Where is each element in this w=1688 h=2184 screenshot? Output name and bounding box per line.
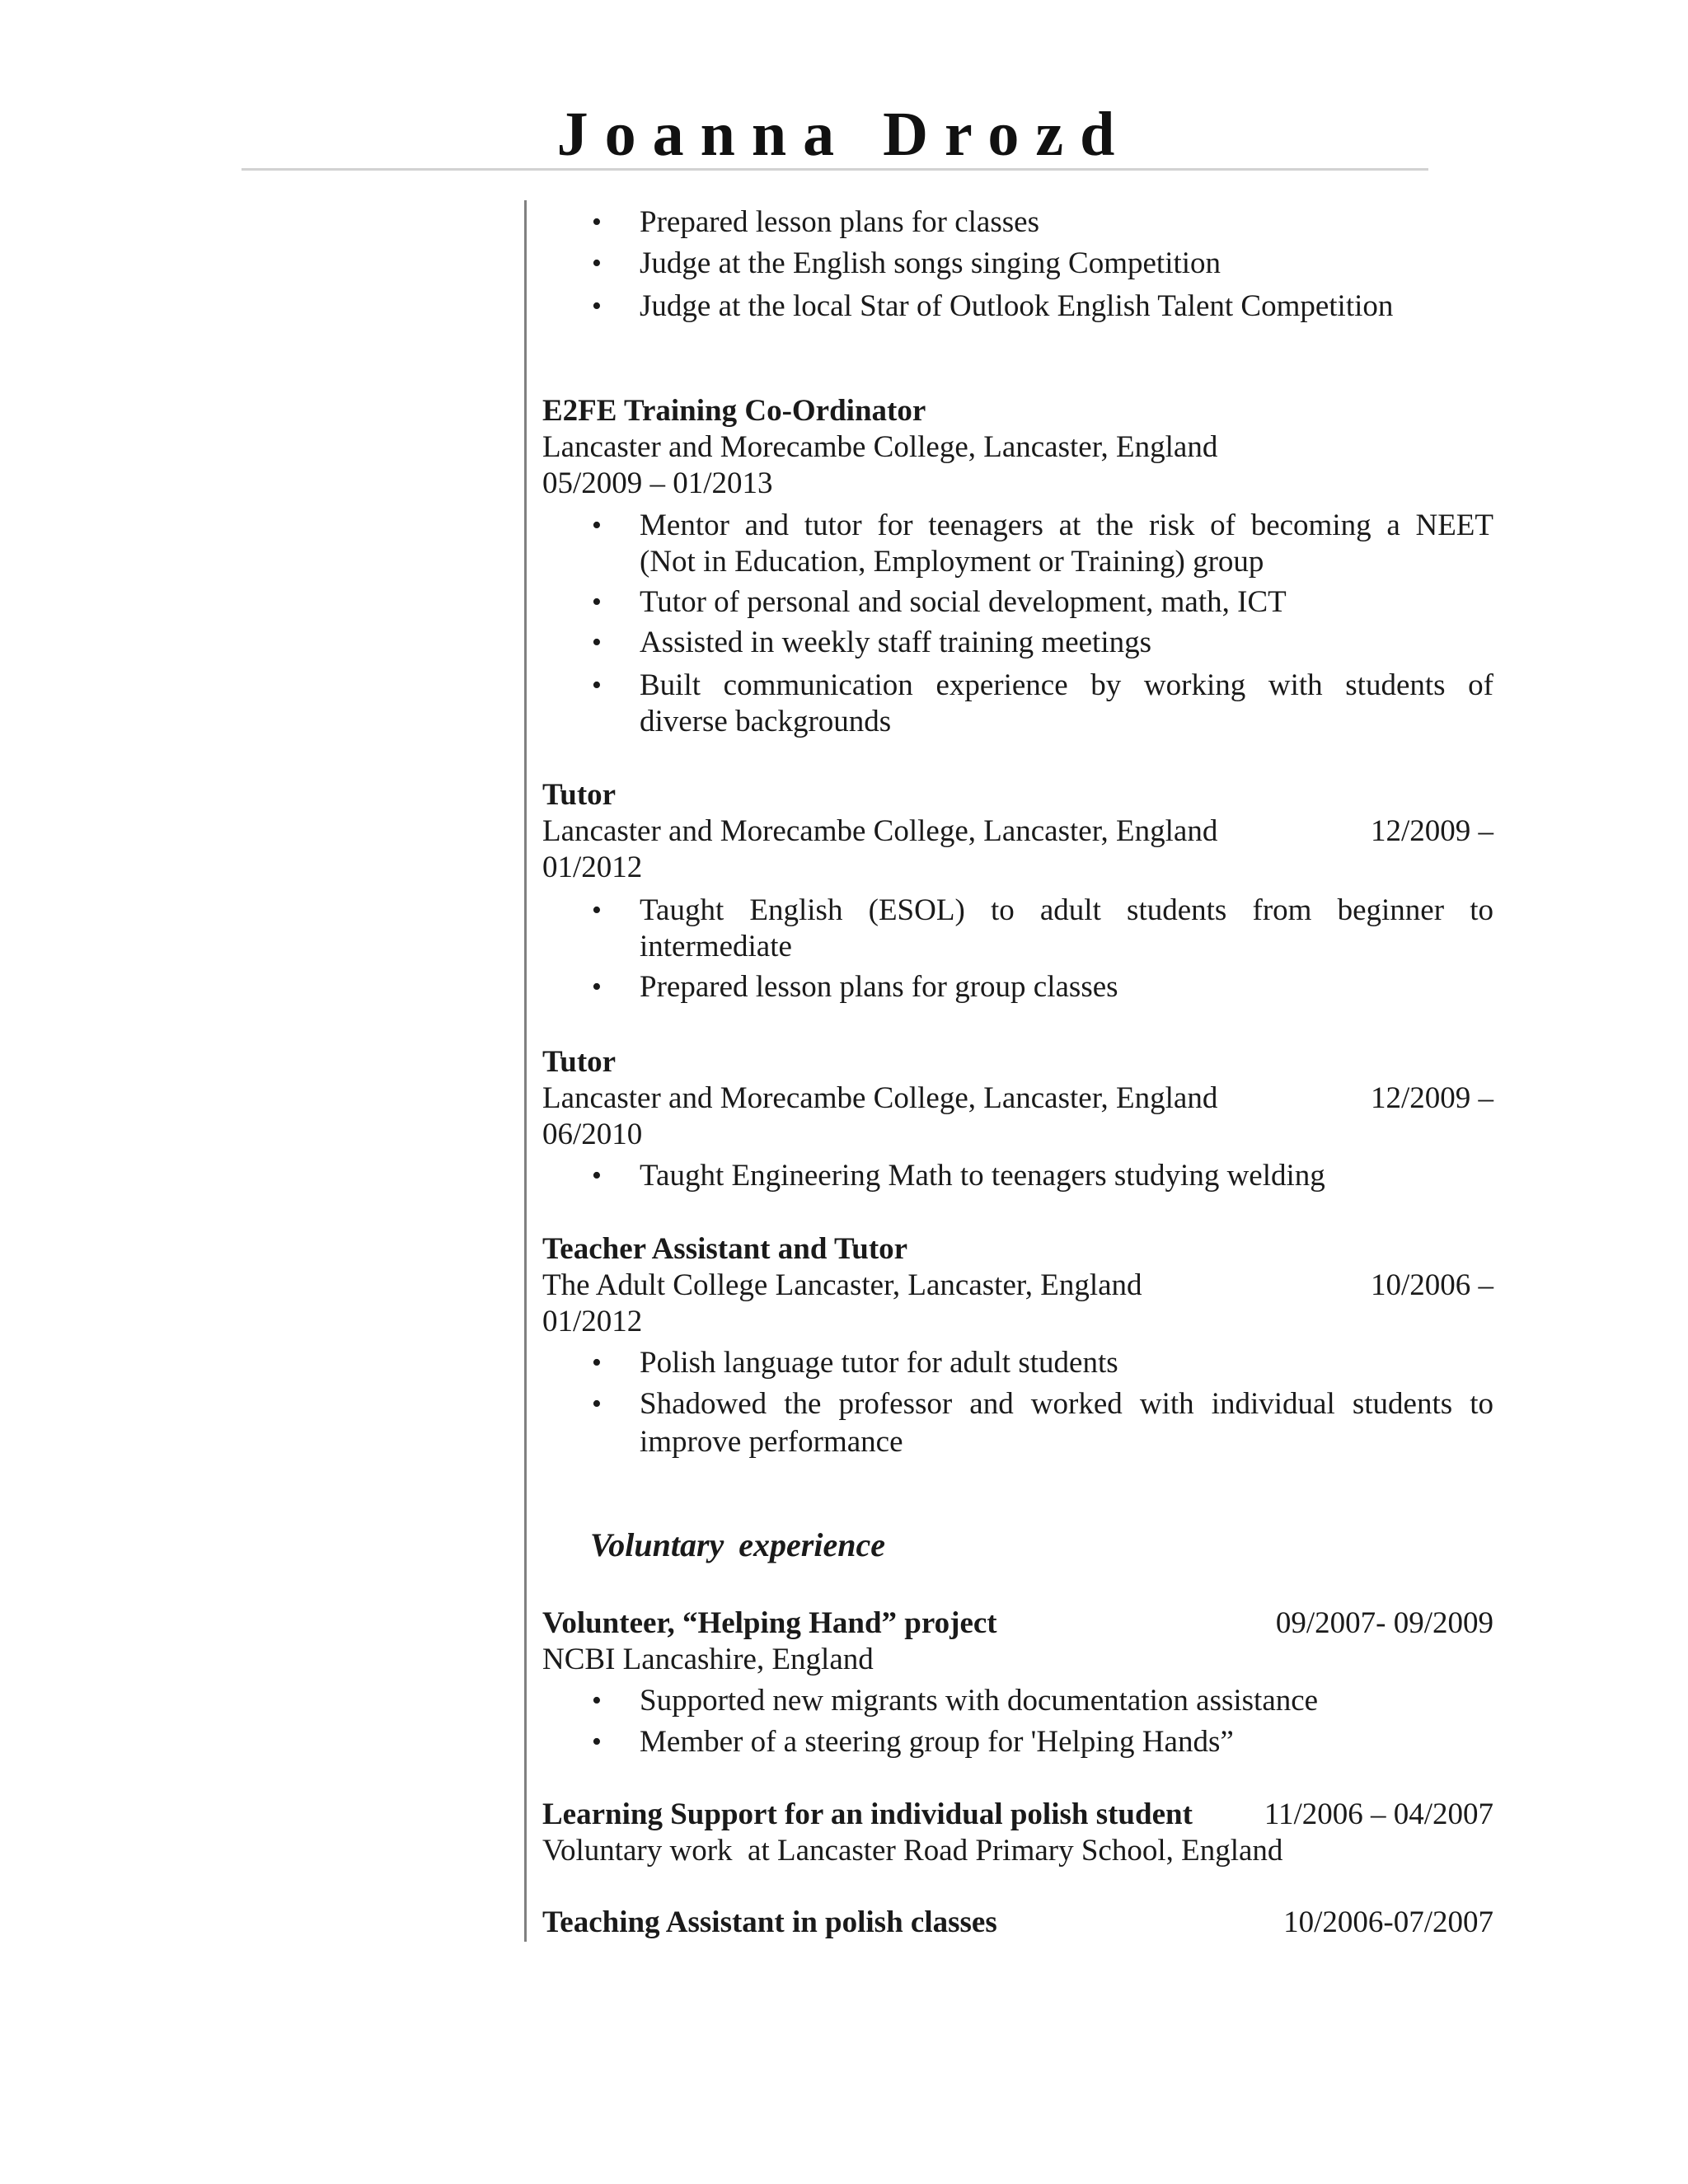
bullet-glyph: • bbox=[592, 587, 602, 617]
job-dates: 05/2009 – 01/2013 bbox=[542, 466, 773, 500]
bullet-glyph: • bbox=[592, 627, 602, 658]
bullet-glyph: • bbox=[592, 291, 602, 321]
bullet-glyph: • bbox=[592, 1160, 602, 1191]
bullet-text: Member of a steering group for 'Helping Hands” bbox=[640, 1725, 1234, 1759]
volunteer-dates: 09/2007- 09/2009 bbox=[1275, 1606, 1493, 1640]
job-place: Lancaster and Morecambe College, Lancaster, England bbox=[542, 1081, 1218, 1115]
volunteer-title: Volunteer, “Helping Hand” project bbox=[542, 1606, 997, 1640]
volunteer-place: NCBI Lancashire, England bbox=[542, 1643, 874, 1676]
bullet-glyph: • bbox=[592, 248, 602, 279]
bullet-text: Built communication experience by working with students of bbox=[640, 668, 1493, 702]
job-title: Tutor bbox=[542, 1045, 617, 1079]
candidate-name: Joanna Drozd bbox=[556, 100, 1132, 169]
bullet-text: Judge at the local Star of Outlook English Talent Competition bbox=[640, 289, 1394, 323]
job-place: Lancaster and Morecambe College, Lancaster, England bbox=[542, 430, 1218, 464]
job-dates-end: 01/2012 bbox=[542, 851, 643, 884]
volunteer-title: Teaching Assistant in polish classes bbox=[542, 1905, 997, 1939]
bullet-text: Taught English (ESOL) to adult students from beginner to bbox=[640, 893, 1493, 927]
bullet-text-cont: intermediate bbox=[640, 930, 792, 963]
job-dates: 10/2006 – bbox=[1370, 1268, 1493, 1302]
volunteer-dates: 10/2006-07/2007 bbox=[1283, 1905, 1493, 1939]
job-dates-end: 06/2010 bbox=[542, 1118, 643, 1151]
bullet-text: Judge at the English songs singing Competition bbox=[640, 246, 1221, 280]
bullet-text: Taught Engineering Math to teenagers studying welding bbox=[640, 1159, 1325, 1193]
bullet-glyph: • bbox=[592, 1727, 602, 1757]
job-place: Lancaster and Morecambe College, Lancaster, England bbox=[542, 814, 1218, 848]
bullet-text: Assisted in weekly staff training meetings bbox=[640, 626, 1152, 659]
job-title: Teacher Assistant and Tutor bbox=[542, 1232, 908, 1266]
bullet-text-cont: improve performance bbox=[640, 1425, 903, 1459]
bullet-text-cont: (Not in Education, Employment or Training) group bbox=[640, 545, 1264, 579]
bullet-text: Shadowed the professor and worked with individual students to bbox=[640, 1387, 1493, 1421]
bullet-glyph: • bbox=[592, 972, 602, 1002]
job-title: E2FE Training Co-Ordinator bbox=[542, 394, 926, 428]
bullet-text: Prepared lesson plans for group classes bbox=[640, 970, 1118, 1004]
bullet-text: Mentor and tutor for teenagers at the risk of becoming a NEET bbox=[640, 509, 1493, 542]
bullet-text-cont: diverse backgrounds bbox=[640, 705, 892, 738]
bullet-glyph: • bbox=[592, 1389, 602, 1419]
bullet-text: Tutor of personal and social development, math, ICT bbox=[640, 585, 1287, 619]
bullet-glyph: • bbox=[592, 207, 602, 237]
bullet-glyph: • bbox=[592, 670, 602, 701]
bullet-glyph: • bbox=[592, 1685, 602, 1716]
bullet-text: Polish language tutor for adult students bbox=[640, 1346, 1118, 1380]
job-dates-end: 01/2012 bbox=[542, 1305, 643, 1338]
vertical-divider bbox=[524, 200, 527, 1942]
volunteer-dates: 11/2006 – 04/2007 bbox=[1264, 1797, 1493, 1831]
bullet-glyph: • bbox=[592, 895, 602, 926]
bullet-text: Supported new migrants with documentation assistance bbox=[640, 1684, 1319, 1718]
job-title: Tutor bbox=[542, 778, 617, 812]
name-underline bbox=[241, 168, 1428, 171]
bullet-glyph: • bbox=[592, 510, 602, 541]
bullet-text: Prepared lesson plans for classes bbox=[640, 205, 1039, 239]
section-heading: Voluntary experience bbox=[590, 1526, 885, 1563]
job-dates: 12/2009 – bbox=[1370, 814, 1493, 848]
job-place: The Adult College Lancaster, Lancaster, England bbox=[542, 1268, 1142, 1302]
volunteer-place: Voluntary work at Lancaster Road Primary School, England bbox=[542, 1834, 1283, 1868]
volunteer-title: Learning Support for an individual polish student bbox=[542, 1797, 1193, 1831]
job-dates: 12/2009 – bbox=[1370, 1081, 1493, 1115]
bullet-glyph: • bbox=[592, 1347, 602, 1378]
